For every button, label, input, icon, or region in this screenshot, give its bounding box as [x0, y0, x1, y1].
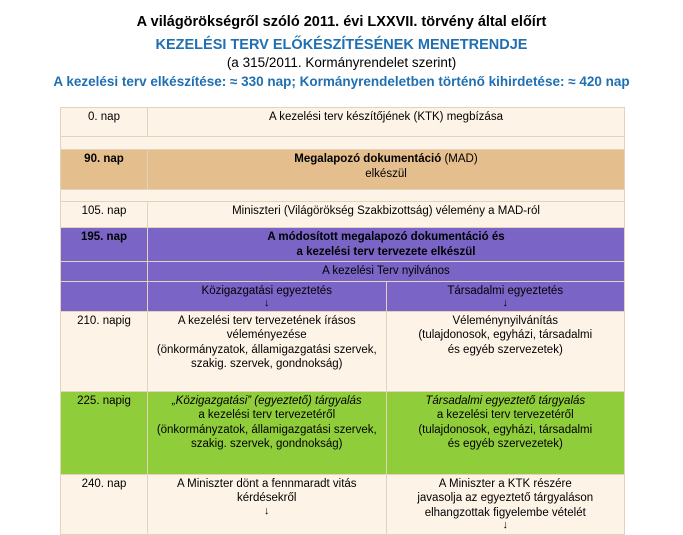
step-text: és egyéb szervezetek): [447, 438, 563, 450]
public-cell: A kezelési Terv nyilvános: [148, 262, 625, 282]
admin-step-cell: [148, 391, 387, 474]
step-text: szakig. szervek, gondnokság): [191, 438, 343, 450]
table-row: [61, 228, 625, 262]
arrow-down-icon: ↓: [502, 297, 508, 309]
step-text: A kezelési terv tervezetének írásos: [177, 314, 356, 327]
step-text: (önkormányzatok, államigazgatási szervek,: [156, 423, 377, 436]
spacer-cell: [61, 281, 148, 311]
step-text: a kezelési terv tervezetéről: [436, 409, 574, 421]
social-step-cell: [386, 391, 625, 474]
table-row: [61, 311, 625, 391]
step-text: kérdésekről: [237, 492, 297, 504]
step-text: A Miniszter dönt a fennmaradt vitás: [176, 477, 357, 490]
step-text: a kezelési terv tervezetéről: [198, 409, 336, 421]
admin-head-text: Közigazgatási egyeztetés: [201, 284, 332, 297]
admin-step-cell: [148, 474, 387, 534]
day-cell: 105. nap: [61, 202, 148, 228]
step-text: elhangzottak figyelembe vételét: [424, 506, 586, 519]
step-text: Véleménynyilvánítás: [452, 314, 558, 327]
table-row: [61, 108, 625, 137]
day-cell: 225. napig: [61, 391, 148, 474]
step-text: A módosított megalapozó dokumentáció és: [267, 231, 505, 243]
step-cell: [148, 150, 625, 190]
table-row: [61, 137, 625, 150]
duration-summary: A kezelési terv elkészítése: ≈ 330 nap; Kormányrendeletben történő kihirdetése: ≈ 420 nap: [53, 74, 630, 89]
social-step-cell: [386, 474, 625, 534]
document-subtitle: KEZELÉSI TERV ELŐKÉSZÍTÉSÉNEK MENETRENDJE: [155, 37, 528, 53]
table-row: [61, 474, 625, 534]
regulation-reference: (a 315/2011. Kormányrendelet szerint): [226, 55, 457, 70]
admin-step-cell: [148, 311, 387, 391]
social-column-head: [386, 281, 625, 311]
table-row: [61, 190, 625, 202]
step-text: (tulajdonosok, egyházi, társadalmi: [418, 329, 593, 341]
schedule-table: [60, 107, 625, 535]
social-step-cell: [386, 311, 625, 391]
day-cell: 90. nap: [61, 150, 148, 190]
day-cell: 195. nap: [61, 228, 148, 262]
step-cell: [148, 228, 625, 262]
step-text: véleményezése: [226, 329, 307, 341]
step-text: (önkormányzatok, államigazgatási szervek,: [156, 343, 377, 356]
table-row: [61, 391, 625, 474]
step-cell: A kezelési terv készítőjének (KTK) megbízása: [148, 108, 625, 137]
table-row: [61, 202, 625, 228]
step-text: „Közigazgatási” (egyeztető) tárgyalás: [171, 394, 362, 407]
step-text: a kezelési terv tervezete elkészül: [296, 245, 476, 258]
admin-column-head: [148, 281, 387, 311]
table-row: [61, 150, 625, 190]
step-cell: Miniszteri (Világörökség Szakbizottság) vélemény a MAD-ról: [148, 202, 625, 228]
arrow-down-icon: ↓: [502, 519, 508, 531]
step-text: szakig. szervek, gondnokság): [191, 358, 343, 370]
step-text: (tulajdonosok, egyházi, társadalmi: [418, 423, 593, 436]
table-row: [61, 281, 625, 311]
social-head-text: Társadalmi egyeztetés: [447, 284, 564, 297]
table-row: [61, 262, 625, 282]
document-title: A világörökségről szóló 2011. évi LXXVII. törvény által előírt: [136, 14, 547, 30]
spacer-cell: [61, 137, 625, 150]
step-text: elkészül: [365, 167, 407, 180]
step-text: és egyéb szervezetek): [447, 343, 563, 356]
spacer-cell: [61, 190, 625, 202]
spacer-cell: [61, 262, 148, 282]
step-bold-text: Megalapozó dokumentáció: [294, 153, 442, 165]
step-text: Társadalmi egyeztető tárgyalás: [425, 394, 586, 407]
arrow-down-icon: ↓: [264, 297, 270, 309]
arrow-down-icon: ↓: [264, 504, 270, 517]
step-text: javasolja az egyeztető tárgyaláson: [417, 492, 594, 504]
step-text: A Miniszter a KTK részére: [438, 477, 572, 490]
day-cell: 0. nap: [61, 108, 148, 137]
day-cell: 240. nap: [61, 474, 148, 534]
day-cell: 210. napig: [61, 311, 148, 391]
step-text: (MAD): [441, 153, 478, 165]
